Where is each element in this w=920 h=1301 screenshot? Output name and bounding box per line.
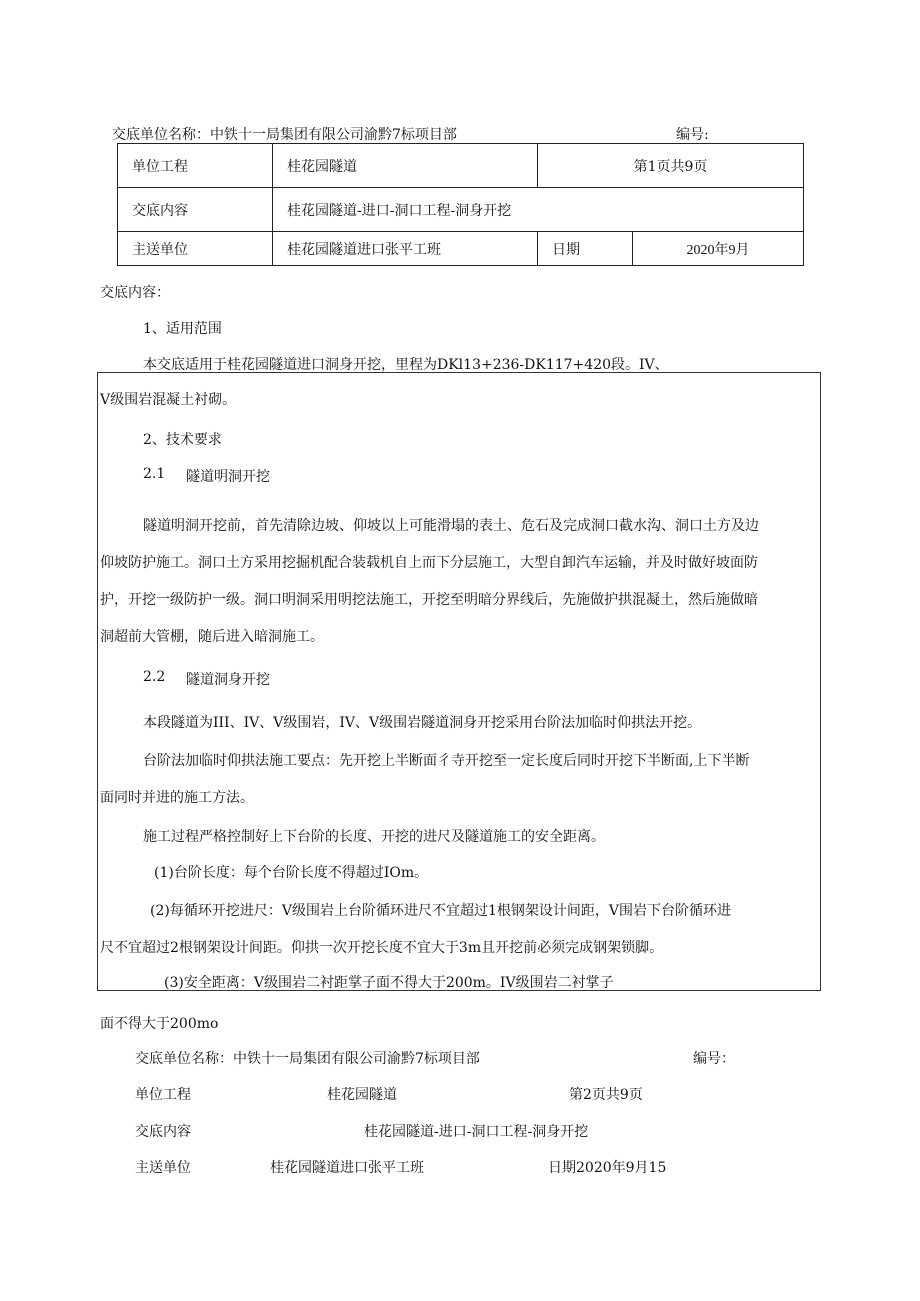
paragraph-line: 台阶法加临时仰拱法施工要点：先开挖上半断面彳寺开挖至一定长度后同时开挖下半断面,上下半断 [143,753,750,769]
date-label: 日期 [538,232,633,266]
number-label: 编号: [676,127,709,143]
content-label: 交底内容 [118,188,273,232]
section-1-title: 1、适用范围 [143,321,222,337]
list-item-2-line-1: (2)每循环开挖进尺：V级围岩上台阶循环进尺不宜超过1根钢架设计间距，V围岩下台阶循环进 [150,903,731,919]
page2-recipient-value: 桂花园隧道进口张平工班 [270,1160,424,1176]
header-table [117,143,804,266]
paragraph-line: 面同时并进的施工方法。 [100,790,254,806]
paragraph-line: 本段隧道为III、IV、V级围岩，IV、V级围岩隧道洞身开挖采用台阶法加临时仰拱法开挖。 [143,715,702,731]
content-value: 桂花园隧道-进口-洞口工程-洞身开挖 [273,188,804,232]
page2-content-label: 交底内容 [135,1124,191,1140]
date-value: 2020年9月 [633,232,804,266]
section-1-line-1: 本交底适用于桂花园隧道进口洞身开挖，里程为DKl13+236-DK117+420段。IV、 [143,357,669,373]
page2-content-value: 桂花园隧道-进口-洞口工程-洞身开挖 [364,1124,589,1140]
project-label: 单位工程 [118,144,273,188]
list-item-2-line-2: 尺不宜超过2根钢架设计间距。仰拱一次开挖长度不宜大于3m且开挖前必须完成钢架锁脚。 [100,940,664,956]
paragraph-line: 施工过程严格控制好上下台阶的长度、开挖的进尺及隧道施工的安全距离。 [143,829,605,845]
paragraph-line: 护，开挖一级防护一级。洞口明洞采用明挖法施工，开挖至明暗分界线后，先施做护拱混凝土，然后施做暗 [100,592,758,608]
table-row-content [118,188,804,232]
list-item-1: (1)台阶长度：每个台阶长度不得超过IOm。 [154,865,429,881]
page2-project-value: 桂花园隧道 [327,1087,397,1103]
page2-date: 日期2020年9月15 [548,1160,667,1176]
recipient-label: 主送单位 [118,232,273,266]
table-row-project [118,144,804,188]
section-2-2-title: 隧道洞身开挖 [186,672,270,688]
page2-page-indicator: 第2页共9页 [569,1087,643,1103]
section-2-2-number: 2.2 [143,669,166,685]
project-value: 桂花园隧道 [273,144,538,188]
page2-number-label: 编号： [693,1051,735,1067]
page2-recipient-label: 主送单位 [135,1160,191,1176]
section-2-title: 2、技术要求 [143,432,222,448]
paragraph-line: 隧道明洞开挖前，首先清除边坡、仰坡以上可能滑塌的表土、危石及完成洞口截水沟、洞口土方及边 [143,518,759,534]
list-item-3: (3)安全距离：V级围岩二衬距掌子面不得大于200m。IV级围岩二衬掌子 [164,975,614,991]
content-heading: 交底内容： [100,285,170,301]
paragraph-line: 洞超前大管棚，随后进入暗洞施工。 [100,629,324,645]
recipient-value: 桂花园隧道进口张平工班 [273,232,538,266]
section-2-1-title: 隧道明洞开挖 [186,469,270,485]
table-row-recipient [118,232,804,266]
unit-name-header: 交底单位名称：中铁十一局集团有限公司渝黔7标项目部 [112,127,457,143]
section-2-1-number: 2.1 [143,466,166,482]
page-indicator: 第1页共9页 [538,144,804,188]
section-1-line-2: V级围岩混凝土衬砌。 [100,392,237,408]
paragraph-line: 仰坡防护施工。洞口土方采用挖掘机配合装载机自上而下分层施工，大型自卸汽车运输，并及时做好坡面防 [100,555,758,571]
page2-unit-name: 交底单位名称：中铁十一局集团有限公司渝黔7标项目部 [135,1051,480,1067]
page2-project-label: 单位工程 [135,1087,191,1103]
list-item-3-continuation: 面不得大于200mo [100,1016,219,1032]
